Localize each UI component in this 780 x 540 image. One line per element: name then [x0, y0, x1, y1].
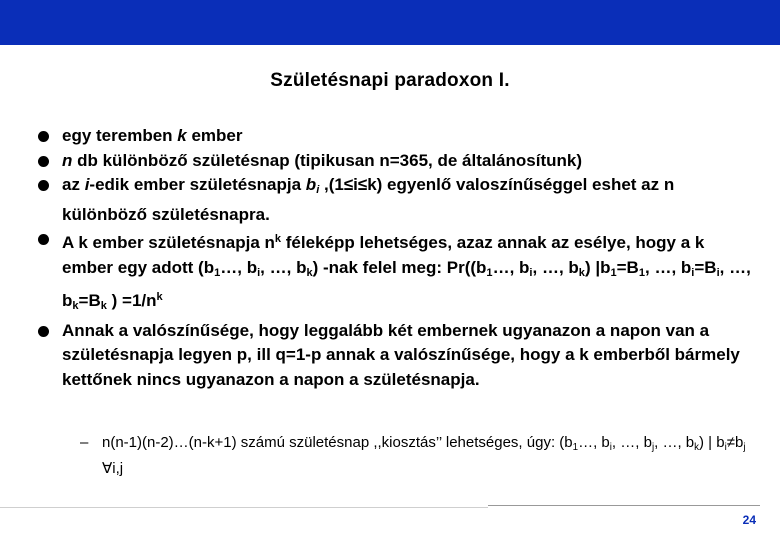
bullet-dot-icon: [38, 131, 49, 142]
text: , …, b: [260, 257, 307, 277]
subscript: i: [257, 266, 261, 279]
subscript: k: [694, 442, 699, 453]
text: ≠b: [726, 434, 744, 451]
sub-bullet-text: [80, 432, 760, 479]
dash-bullet-icon: –: [80, 434, 89, 451]
text: ) | b: [699, 434, 725, 451]
text: Annak a valószínűsége, hogy leggalább két embernek ugyanazon a napon van a születésnapja legyen p, ill q=1-p annak a valószínűsége, hogy a k emberből bármely kettőnek nincs ugyanazon a napon a születésnapja.: [62, 320, 740, 389]
text: , …, b: [645, 257, 692, 277]
text: ,(1≤i≤k) egyenlő valoszínűséggel eshet az n különböző születésnapra.: [62, 175, 675, 224]
top-banner: [0, 0, 780, 45]
text: ) -nak felel meg: Pr((b: [312, 257, 487, 277]
bullet-item-4: [38, 227, 758, 319]
text: ∀i,j: [102, 460, 124, 477]
subscript: 1: [572, 442, 579, 453]
bullet-item-5: [38, 319, 758, 393]
text: féleképp lehetséges, azaz annak az esélye, hogy a k ember egy adott (b: [62, 233, 705, 277]
text: =B: [694, 257, 717, 277]
bullet-dot-icon: [38, 326, 49, 337]
subscript: i: [529, 266, 533, 279]
subscript: 1: [638, 266, 645, 279]
subscript: k: [578, 266, 585, 279]
subscript: 1: [610, 266, 617, 279]
page-title: Születésnapi paradoxon I.: [270, 70, 510, 91]
text: , …, b: [532, 257, 579, 277]
bullet-dot-icon: [38, 234, 49, 245]
subscript: i: [724, 442, 727, 453]
subscript: 1: [214, 266, 221, 279]
bullet-item-1: [38, 124, 758, 149]
text: egy teremben: [62, 126, 178, 145]
page-number: 24: [742, 513, 756, 527]
subscript: j: [651, 442, 655, 453]
text: =B: [78, 291, 101, 310]
subscript: k: [72, 300, 79, 312]
footer-divider: [488, 505, 760, 506]
superscript: k: [156, 291, 163, 303]
text: …, b: [578, 434, 610, 451]
bullet-dot-icon: [38, 156, 49, 167]
text: -edik ember születésnapja: [89, 175, 306, 194]
text-italic: i: [84, 175, 90, 194]
subscript: i: [316, 184, 320, 196]
footer-divider-light: [0, 507, 488, 508]
bullet-list: [38, 124, 758, 392]
text: , …, b: [611, 434, 652, 451]
text: , …, b: [654, 434, 695, 451]
text: =B: [616, 257, 639, 277]
subscript: i: [691, 266, 695, 279]
text: ember: [186, 126, 243, 145]
text: az: [62, 175, 85, 194]
text: db különböző születésnap (tipikusan n=365, de általánosítunk): [72, 150, 583, 170]
text: , …, b: [62, 257, 751, 310]
bullet-item-3: [38, 173, 758, 227]
sub-bullet-item: [80, 432, 760, 479]
text: A k ember születésnapja n: [62, 233, 275, 252]
bullet-item-2: [38, 149, 758, 174]
bullet-dot-icon: [38, 180, 49, 191]
subscript: k: [100, 300, 107, 312]
text: …, b: [220, 257, 258, 277]
subscript: i: [609, 442, 612, 453]
text: ) =1/n: [106, 291, 157, 310]
subscript: j: [743, 442, 746, 453]
subscript: 1: [486, 266, 493, 279]
subscript: i: [716, 266, 720, 279]
text: ) |b: [584, 257, 611, 277]
superscript: k: [274, 233, 282, 245]
subscript: k: [306, 266, 313, 279]
text-italic: k: [177, 126, 187, 145]
text-italic: n: [62, 150, 73, 170]
text: …, b: [492, 257, 530, 277]
text: n(n-1)(n-2)…(n-k+1) számú születésnap ,,kiosztás’’ lehetséges, úgy: (b: [102, 434, 573, 451]
text-italic: b: [305, 175, 317, 194]
